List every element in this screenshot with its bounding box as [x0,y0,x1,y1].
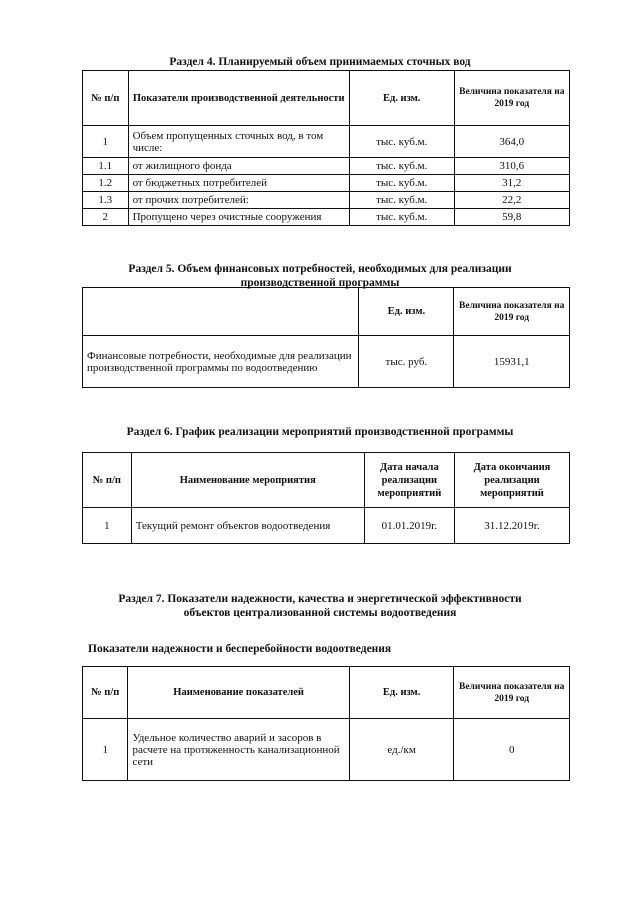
row-name: Удельное количество аварий и засоров в расчете на протяженность канализационной сети [128,719,349,781]
header-num: № п/п [83,453,132,508]
header-unit: Ед. изм. [349,667,454,719]
row-unit: ед./км [349,719,454,781]
row-unit: тыс. руб. [359,336,454,388]
row-unit: тыс. куб.м. [349,126,454,158]
row-name: от прочих потребителей: [128,192,349,209]
section4-table [82,70,570,226]
table-row [83,209,570,226]
section5-table [82,287,570,388]
header-num: № п/п [83,71,129,126]
section7-table [82,666,570,781]
header-unit: Ед. изм. [349,71,454,126]
header-blank [83,288,359,336]
row-value: 59,8 [454,209,569,226]
table-row [83,508,570,544]
section6-table [82,452,570,544]
table-row [83,175,570,192]
row-unit: тыс. куб.м. [349,209,454,226]
row-name: Пропущено через очистные сооружения [128,209,349,226]
row-name: Объем пропущенных сточных вод, в том числе: [128,126,349,158]
table-row [83,336,570,388]
header-unit: Ед. изм. [359,288,454,336]
row-num: 1 [83,719,128,781]
row-num: 1 [83,126,129,158]
row-value: 15931,1 [454,336,570,388]
row-value: 364,0 [454,126,569,158]
header-name: Наименование мероприятия [131,453,364,508]
section4-title: Раздел 4. Планируемый объем принимаемых сточных вод [169,56,471,68]
header-num: № п/п [83,667,128,719]
header-start: Дата начала реализации мероприятий [364,453,454,508]
row-num: 1.1 [83,158,129,175]
row-start: 01.01.2019г. [364,508,454,544]
header-name: Наименование показателей [128,667,349,719]
row-end: 31.12.2019г. [454,508,569,544]
table-row [83,158,570,175]
row-num: 2 [83,209,129,226]
row-unit: тыс. куб.м. [349,158,454,175]
row-value: 31,2 [454,175,569,192]
header-end: Дата окончания реализации мероприятий [454,453,569,508]
section6-title: Раздел 6. График реализации мероприятий производственной программы [126,426,514,438]
row-value: 0 [454,719,570,781]
row-value: 310,6 [454,158,569,175]
row-name: Текущий ремонт объектов водоотведения [131,508,364,544]
row-num: 1.2 [83,175,129,192]
header-value: Величина показателя на 2019 год [454,288,570,336]
section7-subtitle: Показатели надежности и бесперебойности водоотведения [88,643,392,655]
row-num: 1.3 [83,192,129,209]
row-name: Финансовые потребности, необходимые для реализации производственной программы по водоотведению [83,336,359,388]
row-num: 1 [83,508,132,544]
section5-title: Раздел 5. Объем финансовых потребностей, необходимых для реализации производственной программы [128,263,512,289]
section7-title: Раздел 7. Показатели надежности, качества и энергетической эффективности объектов централизованной системы водоотведения [118,593,522,619]
table-row [83,192,570,209]
row-unit: тыс. куб.м. [349,175,454,192]
row-value: 22,2 [454,192,569,209]
header-value: Величина показателя на 2019 год [454,71,569,126]
header-indicator: Показатели производственной деятельности [128,71,349,126]
header-value: Величина показателя на 2019 год [454,667,570,719]
row-unit: тыс. куб.м. [349,192,454,209]
table-row [83,719,570,781]
row-name: от бюджетных потребителей [128,175,349,192]
table-row [83,126,570,158]
row-name: от жилищного фонда [128,158,349,175]
